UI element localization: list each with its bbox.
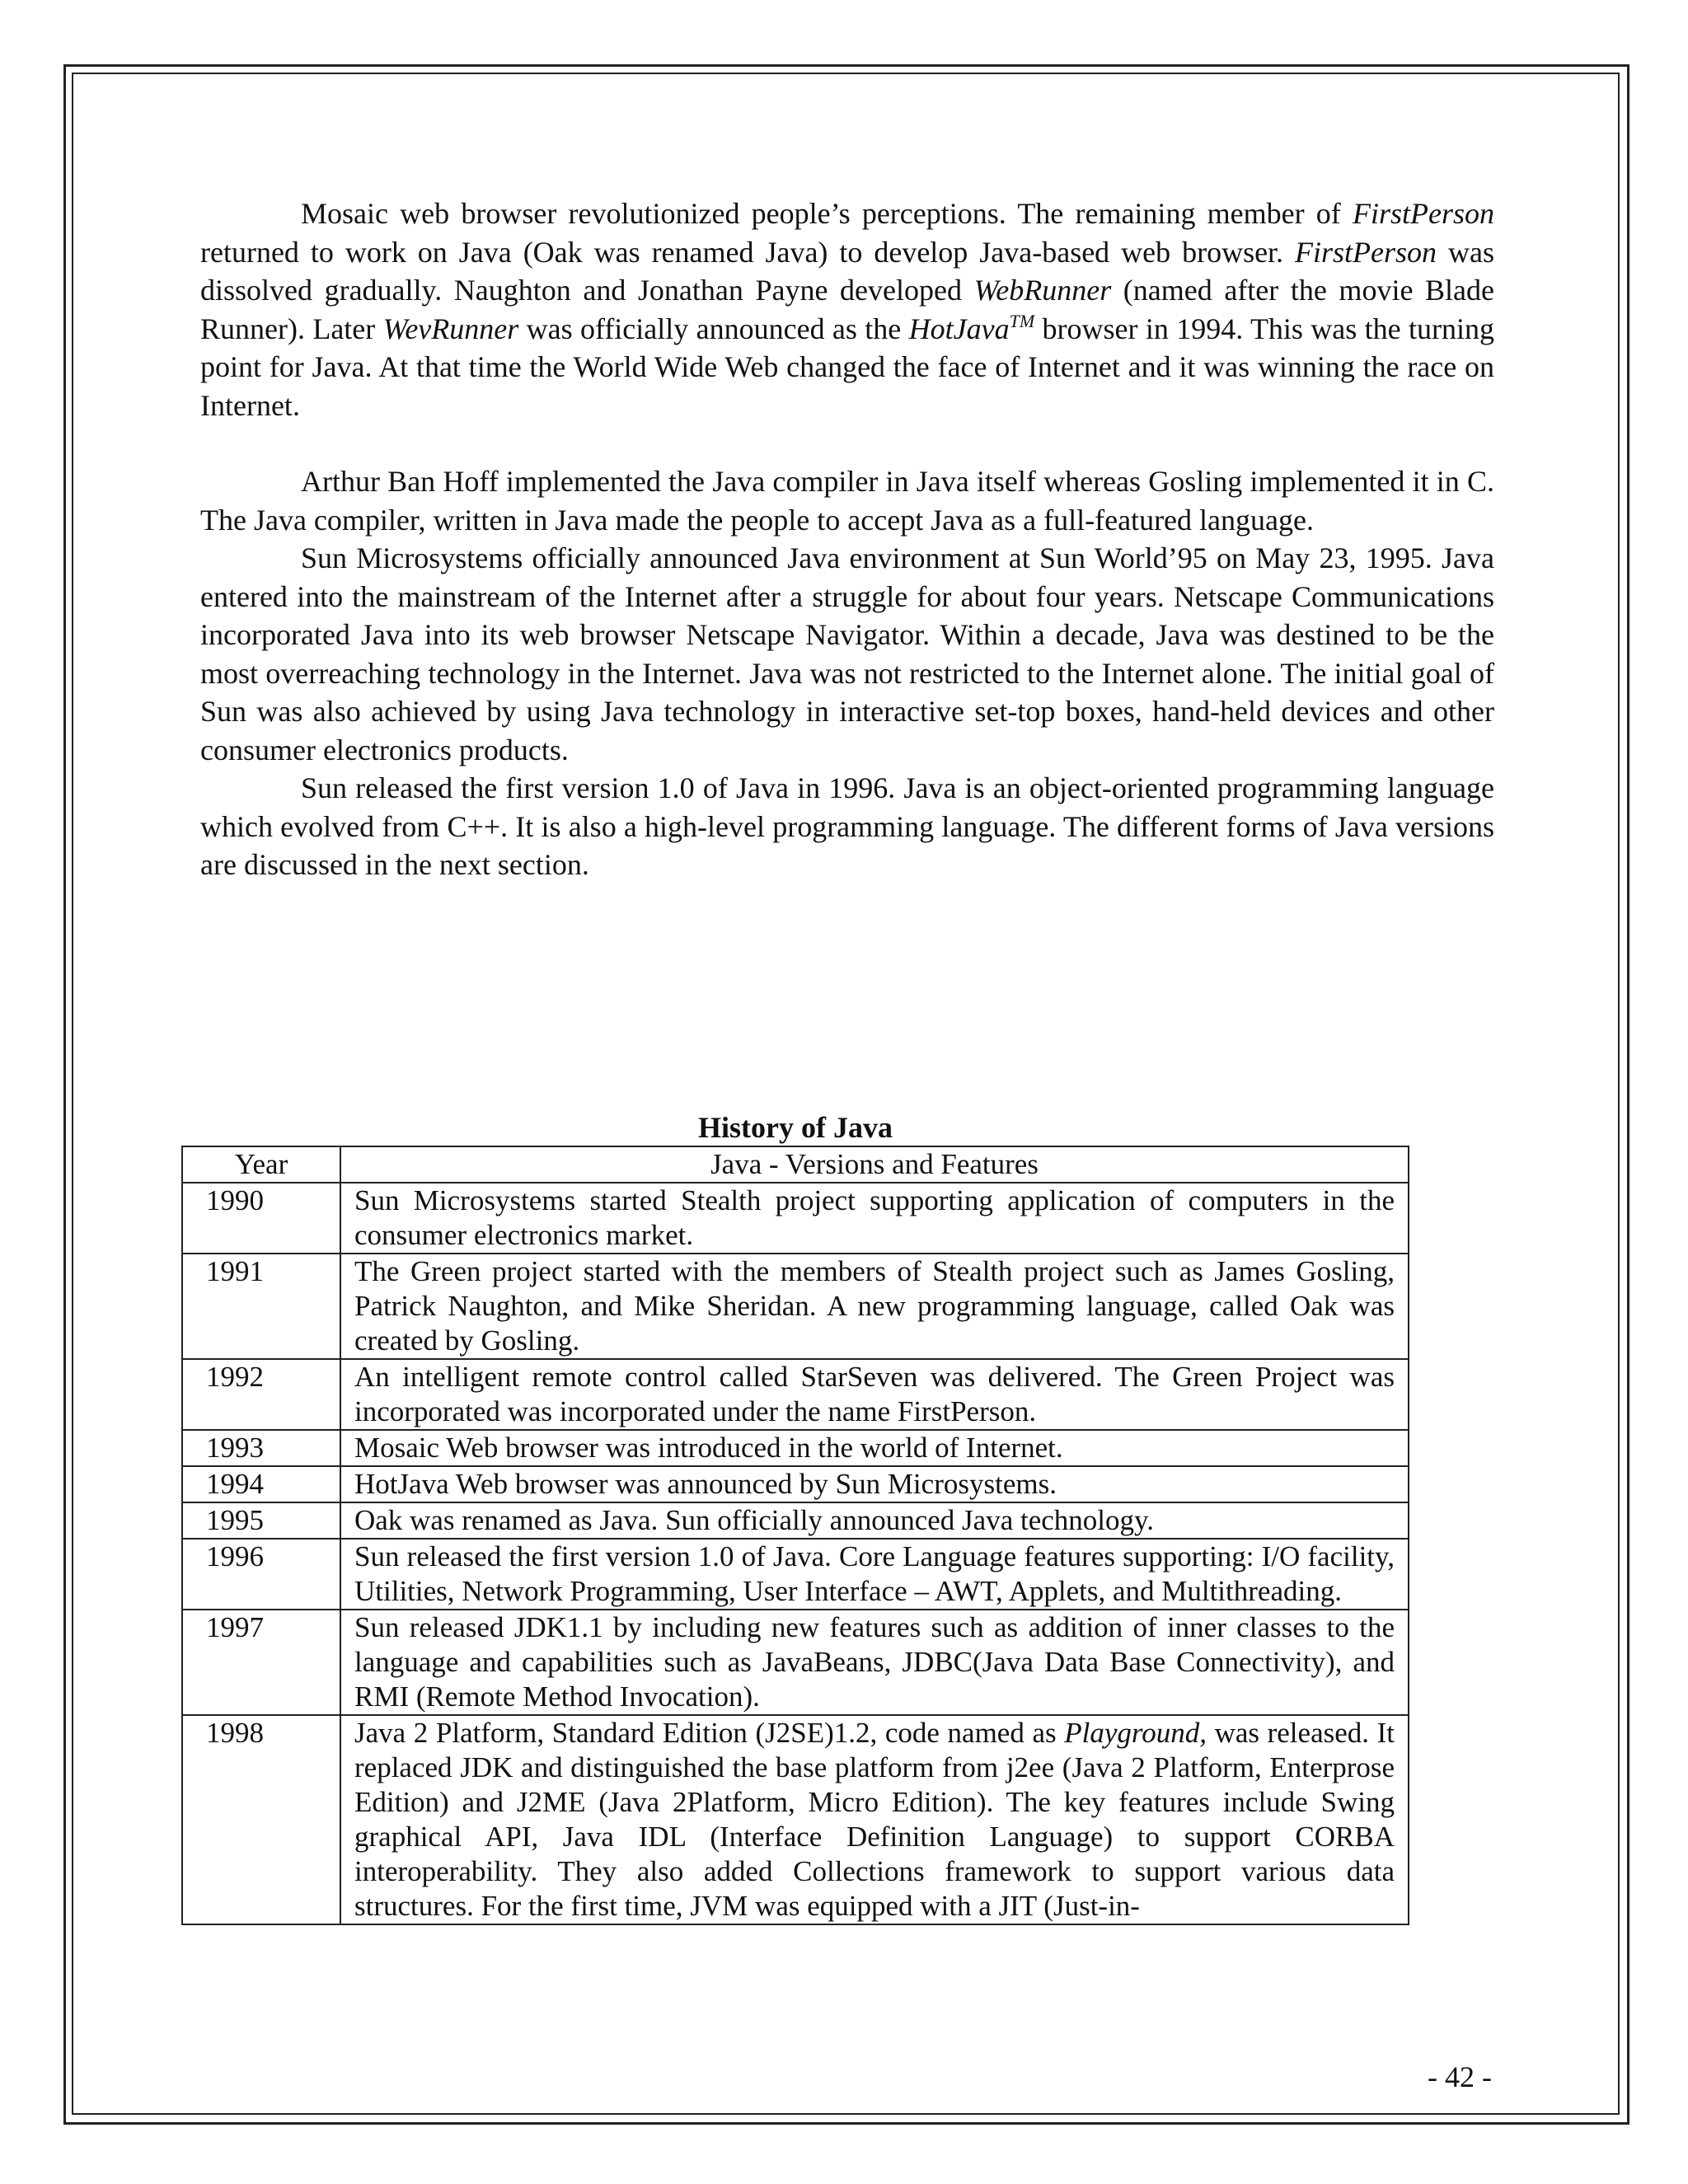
header-year: Year [182, 1146, 340, 1183]
year-cell: 1991 [182, 1254, 340, 1359]
desc-cell: HotJava Web browser was announced by Sun Microsystems. [340, 1466, 1409, 1502]
year-cell: 1992 [182, 1359, 340, 1430]
table-header-row [182, 1146, 1409, 1183]
year-cell: 1994 [182, 1466, 340, 1502]
year-cell: 1998 [182, 1715, 340, 1924]
paragraph-3: Sun Microsystems officially announced Java environment at Sun World’95 on May 23, 1995. Java entered into the mainstream of the Internet after a struggle for about four years. Netscape Communications incorporated Java into its web browser Netscape Navigator. Within a decade, Java was destined to be the most overreaching technology in the Internet. Java was not restricted to the Internet alone. The initial goal of Sun was also achieved by using Java technology in interactive set-top boxes, hand-held devices and other consumer electronics products. [200, 541, 1494, 766]
desc-cell: The Green project started with the members of Stealth project such as James Gosling, Patrick Naughton, and Mike Sheridan. A new programming language, called Oak was created by Gosling. [340, 1254, 1409, 1359]
paragraph-4: Sun released the first version 1.0 of Java in 1996. Java is an object-oriented programming language which evolved from C++. It is also a high-level programming language. The different forms of Java versions are discussed in the next section. [200, 771, 1494, 881]
desc-cell: Java 2 Platform, Standard Edition (J2SE)1.2, code named as Playground, was released. It replaced JDK and distinguished the base platform from j2ee (Java 2 Platform, Enterprose Edition) and J2ME (Java 2Platform, Micro Edition). The key features include Swing graphical API, Java IDL (Interface Definition Language) to support CORBA interoperability. They also added Collections framework to support various data structures. For the first time, JVM was equipped with a JIT (Just-in- [340, 1715, 1409, 1924]
header-desc: Java - Versions and Features [340, 1146, 1409, 1183]
desc-cell: Sun released the first version 1.0 of Java. Core Language features supporting: I/O facility, Utilities, Network Programming, User Interface – AWT, Applets, and Multithreading. [340, 1539, 1409, 1610]
desc-cell: An intelligent remote control called StarSeven was delivered. The Green Project was incorporated was incorporated under the name FirstPerson. [340, 1359, 1409, 1430]
year-cell: 1997 [182, 1610, 340, 1715]
table-row [182, 1539, 1409, 1610]
table-row [182, 1610, 1409, 1715]
year-cell: 1993 [182, 1430, 340, 1466]
table-row [182, 1715, 1409, 1924]
body-text [200, 194, 1494, 884]
paragraph-1: Mosaic web browser revolutionized people’s perceptions. The remaining member of FirstPerson returned to work on Java (Oak was renamed Java) to develop Java-based web browser. FirstPerson was dissolved gradually. Naughton and Jonathan Payne developed WebRunner (named after the movie Blade Runner). Later WevRunner was officially announced as the HotJava™ browser in 1994. This was the turning point for Java. At that time the World Wide Web changed the face of Internet and it was winning the race on Internet. [200, 197, 1494, 422]
desc-cell: Oak was renamed as Java. Sun officially announced Java technology. [340, 1502, 1409, 1539]
table-row [182, 1466, 1409, 1502]
history-table [181, 1146, 1409, 1925]
table-row [182, 1183, 1409, 1254]
paragraph-2: Arthur Ban Hoff implemented the Java compiler in Java itself whereas Gosling implemented it in C. The Java compiler, written in Java made the people to accept Java as a full-featured language. [200, 465, 1494, 537]
desc-cell: Sun released JDK1.1 by including new features such as addition of inner classes to the language and capabilities such as JavaBeans, JDBC(Java Data Base Connectivity), and RMI (Remote Method Invocation). [340, 1610, 1409, 1715]
table-row [182, 1502, 1409, 1539]
year-cell: 1996 [182, 1539, 340, 1610]
table-title: History of Java [698, 1111, 893, 1144]
year-cell: 1995 [182, 1502, 340, 1539]
table-row [182, 1359, 1409, 1430]
table-row [182, 1430, 1409, 1466]
year-cell: 1990 [182, 1183, 340, 1254]
desc-cell: Mosaic Web browser was introduced in the world of Internet. [340, 1430, 1409, 1466]
desc-cell: Sun Microsystems started Stealth project supporting application of computers in the consumer electronics market. [340, 1183, 1409, 1254]
page-number: - 42 - [1428, 2060, 1492, 2093]
table-row [182, 1254, 1409, 1359]
